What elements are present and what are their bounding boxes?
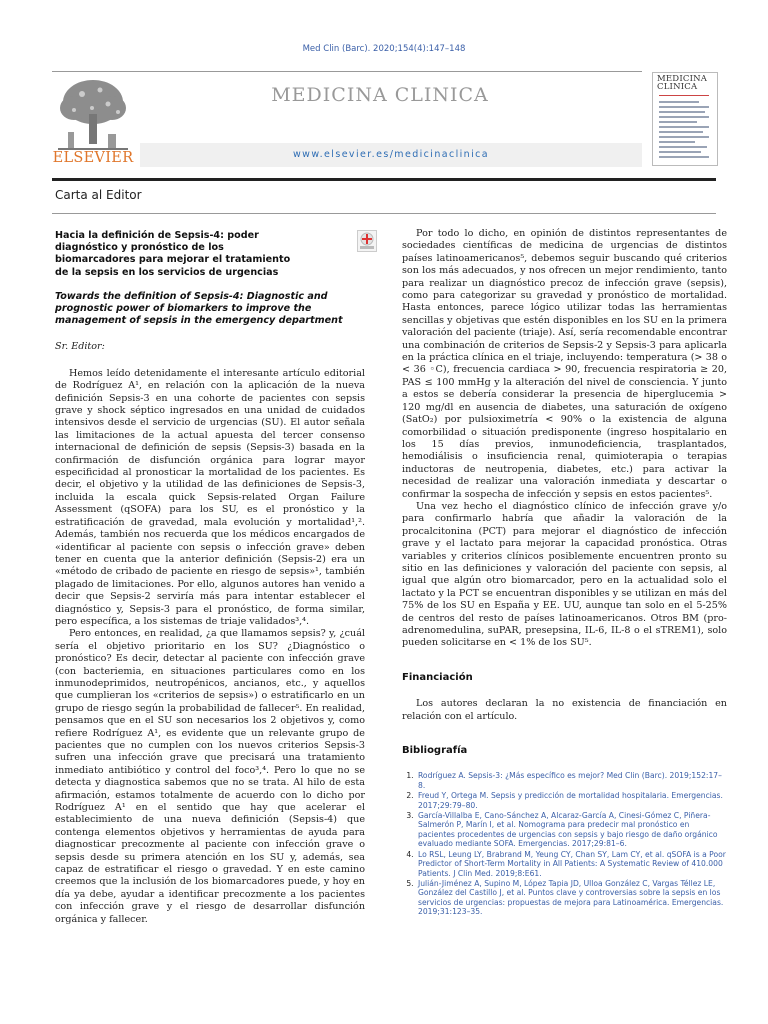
section-rule bbox=[52, 213, 716, 214]
references-heading: Bibliografía bbox=[402, 745, 468, 757]
elsevier-wordmark: ELSEVIER bbox=[52, 150, 134, 166]
reference-item[interactable]: 4. Lo RSL, Leung LY, Brabrand M, Yeung CY, Chan SY, Lam CY, et al. qSOFA is a Poor Predictor of Short-Term Mortality in All Patients: A Systematic Review of 410.000 Patients. J Clin Med. 2019;8:E61. bbox=[416, 850, 727, 878]
article-title-english: Towards the definition of Sepsis-4: Diagnostic and prognostic power of biomarkers to improve the management of sepsis in the emergency department bbox=[55, 290, 343, 327]
reference-item[interactable]: 3. García-Villalba E, Cano-Sánchez A, Alcaraz-García A, Cinesi-Gómez C, Piñera-Salmerón P, Marín I, et al. Nomograma para predecir mal pronóstico en pacientes procedentes de urgencias con sepsis y bajo riesgo de daño orgánico evaluado mediante SOFA. Emergencias. 2017;29:81–6. bbox=[416, 811, 727, 849]
reference-item[interactable]: 5. Julián-Jiménez A, Supino M, López Tapia JD, Ulloa González C, Vargas Téllez LE, González del Castillo J, et al. Puntos clave y controversias sobre la sepsis en los servicios de urgencias: propuestas de mejora para Latinoamérica. Emergencias. 2019;31:123–35. bbox=[416, 879, 727, 917]
reference-item[interactable]: 2. Freud Y, Ortega M. Sepsis y predicción de mortalidad hospitalaria. Emergencias. 2017;29:79–80. bbox=[416, 791, 727, 810]
cover-title: MEDICINA CLINICA bbox=[657, 74, 708, 92]
header-rule-bottom bbox=[52, 178, 716, 181]
reference-item[interactable]: 1. Rodríguez A. Sepsis-3: ¿Más específico es mejor? Med Clin (Barc). 2019;152:17–8. bbox=[416, 771, 727, 790]
funding-heading: Financiación bbox=[402, 671, 473, 683]
body-paragraph: Hemos leído detenidamente el interesante artículo editorial de Rodríguez A¹, en relación con la aplicación de la nueva definición Sepsis-3 en una cohorte de pacientes con sepsis grave y shock séptico ingresados en una unidad de cuidados intensivos desde el servicio de urgencias (SU). El autor señala las limitaciones de la actual apuesta del tercer consenso internacional de definición de sepsis (Sepsis-3) basada en la confirmación de disfunción orgánica para lograr mayor especificidad al pronosticar la mortalidad de los pacientes. Es decir, el objetivo y la utilidad de las definiciones de Sepsis-3, incluida la escala quick Sepsis-related Organ Failure Assessment (qSOFA) para los SU, es el pronóstico y la estratificación de gravedad, mala evolución y mortalidad¹,². Además, también nos recuerda que los médicos encargados de «identificar al paciente con sepsis o infección grave» deben tener en cuenta que la anterior definición (Sepsis-2) era un «método de cribado de paciente en riesgo de sepsis»¹, también plagado de limitaciones. Por ello, algunos autores han venido a decir que Sepsis-2 serviría más para intentar establecer el diagnóstico y, Sepsis-3 para el pronóstico, de forma similar, pero específica, a los sistemas de triaje validados³,⁴. bbox=[55, 367, 365, 627]
body-paragraph: Por todo lo dicho, en opinión de distintos representantes de sociedades científicas de medicina de urgencias de distintos países latinoamericanos⁵, debemos seguir buscando qué criterios son los más adecuados, y nos ofrecen un mejor rendimiento, tanto para realizar un diagnóstico precoz de infección grave (sepsis), como para categorizar su gravedad y pronóstico de mortalidad. Hasta entonces, parece lógico utilizar todas las herramientas sencillas y objetivas que estén disponibles en los SU en la primera valoración del paciente (triaje). Así, sería recomendable encontrar una combinación de criterios de Sepsis-2 y Sepsis-3 para aplicarla en la práctica clínica en el triaje, incluyendo: temperatura (> 38 o < 36 ◦C), frecuencia cardiaca > 90, frecuencia respiratoria ≥ 20, PAS ≤ 100 mmHg y la alteración del nivel de consciencia. Y junto a estos se debería considerar la presencia de hiperglucemia > 120 mg/dl en ausencia de diabetes, una saturación de oxígeno (SatO₂) por pulsioximetría < 90% o la existencia de alguna comorbilidad o situación predisponente (ingreso hospitalario en los 15 días previos, inmunodeficiencia, trasplantados, hemodiálisis o insuficiencia renal, quimioterapia o terapias inductoras de neutropenia, diabetes, etc.) para activar la necesidad de realizar una valoración inmediata y descartar o confirmar la sospecha de infección y sepsis en estos pacientes⁵. bbox=[402, 228, 727, 500]
body-paragraph: Pero entonces, en realidad, ¿a que llamamos sepsis? y, ¿cuál sería el objetivo prioritario en los SU? ¿Diagnóstico o pronóstico? Es decir, detectar al paciente con infección grave (con bacteriemia, en situaciones particulares como en los inmunodeprimidos, neutropénicos, ancianos, etc., y aquellos que cumplieran los «criterios de sepsis») o estratificarlo en un grupo de riesgo según la probabilidad de fallecer⁵. En realidad, pensamos que en el SU son necesarios los 2 objetivos y, como refiere Rodríguez A¹, es evidente que un relevante grupo de pacientes que no cumplen con los nuevos criterios Sepsis-3 sufren una infección grave que precisará una tratamiento inmediato antibiótico y control del foco³,⁴. Pero lo que no se detecta y diagnostica sabemos que no se trata. Al hilo de esta afirmación, estamos totalmente de acuerdo con lo dicho por Rodríguez A¹ en el sentido que hay que acelerar el establecimiento de una nueva definición (Sepsis-4) que contenga elementos objetivos y herramientas de ayuda para diagnosticar precozmente al paciente con infección grave o sepsis desde su primera atención en los SU y, además, sea capaz de estratificar el riesgo o gravedad. Y en este camino creemos que la inclusión de los biomarcadores puede, y hoy en día ya debe, ayudar a identificar precozmente a los pacientes con infección grave y el riesgo de desarrollar disfunción orgánica y fallecer. bbox=[55, 628, 365, 925]
journal-url-link[interactable]: www.elsevier.es/medicinaclinica bbox=[293, 149, 489, 160]
article-title-spanish: Hacia la definición de Sepsis-4: poder diagnóstico y pronóstico de los biomarcadores para mejorar el tratamiento de la sepsis en los servicios de urgencias bbox=[55, 230, 291, 278]
reference-list bbox=[402, 771, 727, 916]
journal-cover-thumbnail bbox=[652, 72, 718, 166]
body-paragraph: Una vez hecho el diagnóstico clínico de infección grave y/o para confirmarlo habría que añadir la valoración de la procalcitonina (PCT) para mejorar el diagnóstico de infección grave y el lactato para mejorar la capacidad pronóstica. Otras variables y criterios clínicos posiblemente encuentren pronto su sitio en las definiciones y valoración del paciente con sepsis, al igual que algún otro biomarcador, pero en la actualidad solo el lactato y la PCT se encuentran disponibles y se utilizan en más del 75% de los SU en España y EE. UU, aunque tan solo en el 5-25% de centros del resto de países latinoamericanos. Otros BM (pro-adrenomedulina, suPAR, presepsina, IL-6, IL-8 o el sTREM1), solo pueden solicitarse en < 1% de los SU⁵. bbox=[402, 500, 727, 649]
right-column bbox=[402, 228, 727, 918]
funding-text: Los autores declaran la no existencia de financiación en relación con el artículo. bbox=[402, 698, 727, 722]
journal-citation[interactable]: Med Clin (Barc). 2020;154(4):147–148 bbox=[302, 44, 466, 54]
salutation: Sr. Editor: bbox=[55, 341, 105, 353]
left-column bbox=[55, 230, 365, 926]
journal-masthead: MEDICINA CLINICA bbox=[271, 84, 489, 106]
section-label: Carta al Editor bbox=[55, 188, 142, 202]
header-rule-top bbox=[52, 71, 642, 72]
